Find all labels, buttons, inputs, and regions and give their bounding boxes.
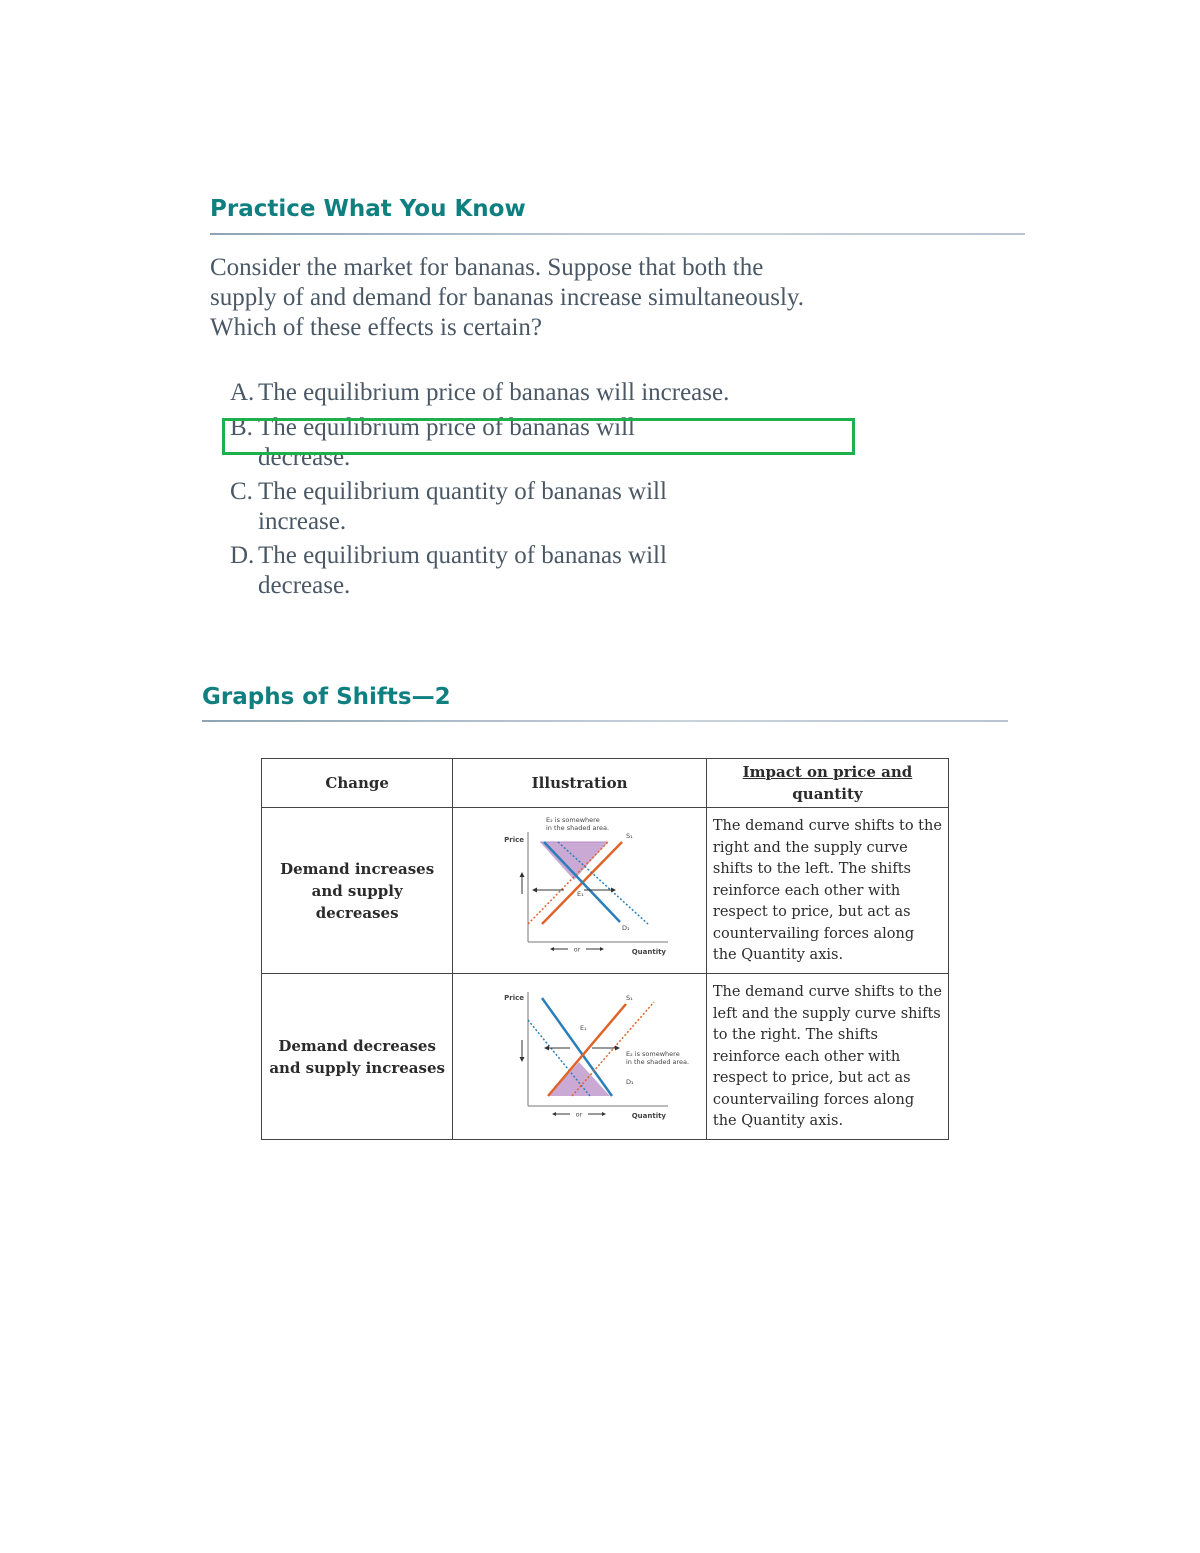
option-letter: A. [230, 379, 255, 406]
option-a[interactable] [230, 378, 790, 408]
table-row [262, 974, 949, 1140]
header-impact [706, 759, 948, 808]
option-letter: D. [230, 542, 255, 569]
note-line2: in the shaded area. [625, 1057, 689, 1066]
header-impact-line2: quantity [792, 785, 863, 803]
impact-cell: The demand curve shifts to the left and the supply curve shifts to the right. The shifts reinforce each other with respect to price, but act as countervailing forces along the Quantity axis. [706, 974, 948, 1140]
change-cell: Demand decreases and supply increases [262, 974, 453, 1140]
option-letter: B. [230, 414, 253, 441]
supply-label: S₁ [625, 831, 633, 840]
option-text: The equilibrium quantity of bananas will decrease. [258, 542, 667, 599]
option-letter: C. [230, 478, 253, 505]
arrowhead [519, 872, 524, 877]
arrowhead [544, 1045, 549, 1050]
question-text: Consider the market for bananas. Suppose that both the supply of and demand for bananas increase simultaneously. Which of these effects is certain? [210, 254, 805, 341]
option-text: The equilibrium price of bananas will increase. [258, 379, 730, 406]
or-label: or [575, 1110, 582, 1118]
equilibrium-label: E₁ [576, 889, 584, 898]
header-impact-line1: Impact on price and [742, 763, 913, 781]
table-row [262, 808, 949, 974]
price-label: Price [503, 835, 524, 844]
note-line1: E₂ is somewhere [625, 1049, 680, 1058]
demand-label: D₁ [621, 923, 630, 932]
change-cell: Demand increases and supply decreases [262, 808, 453, 974]
note-line2: in the shaded area. [545, 823, 609, 832]
option-d[interactable] [230, 541, 750, 601]
or-label: or [573, 945, 580, 953]
supply-label: S₁ [625, 993, 633, 1002]
note-line1: E₂ is somewhere [545, 815, 600, 824]
arrowhead [615, 1045, 620, 1050]
option-text: The equilibrium price of bananas will decrease. [258, 414, 635, 471]
arrowhead [532, 887, 537, 892]
arrowhead [519, 1057, 524, 1062]
arrowhead [552, 1112, 556, 1116]
arrowhead [550, 947, 554, 951]
title-underline [210, 233, 1025, 235]
quantity-label: Quantity [631, 1111, 666, 1120]
section-title-graphs: Graphs of Shifts—2 [202, 684, 451, 710]
section-title-practice: Practice What You Know [210, 196, 526, 222]
price-label: Price [503, 993, 524, 1002]
quantity-label: Quantity [631, 947, 666, 956]
option-text: The equilibrium quantity of bananas will increase. [258, 478, 667, 535]
arrowhead [602, 1112, 606, 1116]
header-change: Change [262, 759, 453, 808]
equilibrium-label: E₁ [579, 1023, 587, 1032]
arrowhead [600, 947, 604, 951]
impact-cell: The demand curve shifts to the right and the supply curve shifts to the left. The shifts reinforce each other with respect to price, but act as countervailing forces along the Quantity axis. [706, 808, 948, 974]
demand-label: D₁ [625, 1077, 634, 1086]
illustration-cell [453, 974, 707, 1140]
arrowhead [611, 887, 616, 892]
answer-highlight-box [222, 418, 855, 455]
shifts-table [261, 758, 949, 1140]
title-underline [202, 720, 1008, 722]
header-illustration: Illustration [453, 759, 707, 808]
illustration-cell [453, 808, 707, 974]
graph-demand-up-supply-down [480, 814, 680, 964]
graph-demand-down-supply-up [480, 980, 689, 1130]
option-c[interactable] [230, 477, 750, 537]
table-header-row [262, 759, 949, 808]
